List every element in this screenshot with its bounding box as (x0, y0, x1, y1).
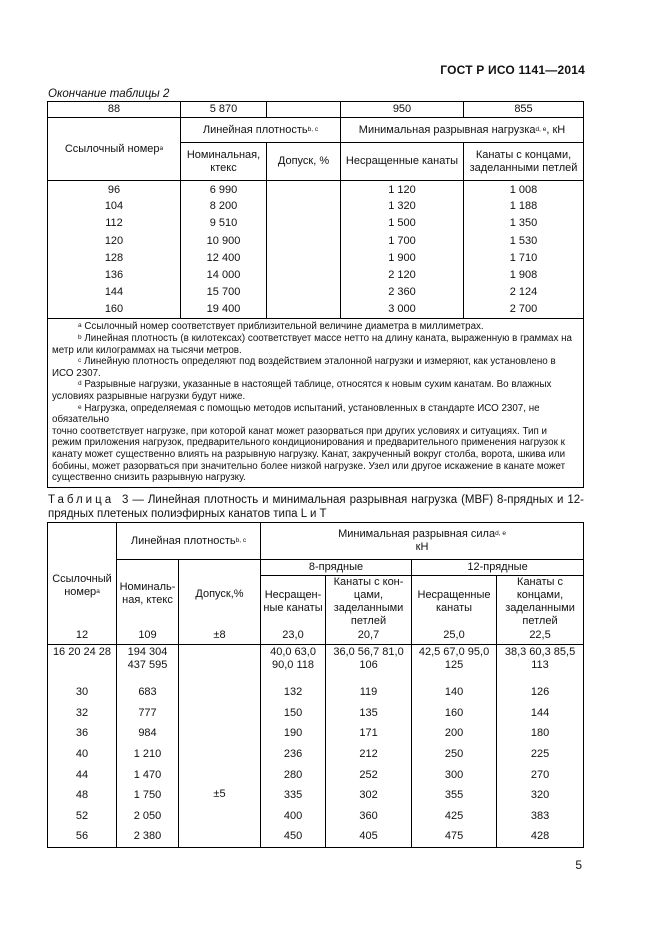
table-cell: 777 (117, 703, 179, 724)
table-row (48, 644, 584, 682)
table-cell: 144 (48, 284, 181, 301)
table-cell: 36,0 56,7 81,0 106 (326, 644, 412, 682)
strand-12-header: 12-прядные (412, 560, 584, 576)
table-cell: 119 (326, 682, 412, 703)
footnote: $^d$ Разрывные нагрузки, указанные в настоящей таблице, относятся к новым сухим канатам. Во влажных условиях разрывные нагрузки будут ниже. (52, 379, 552, 402)
table-cell: 1 710 (464, 250, 584, 267)
table-cell: 135 (326, 703, 412, 724)
footnote: $^b$ Линейная плотность (в килотексах) соответствует массе нетто на длину каната, выраженную в граммах на метр или килограммах на тысячи метров. (52, 332, 572, 356)
table-cell: 1 470 (117, 765, 179, 786)
table-cell: 160 (412, 703, 497, 724)
table-cell: 2 380 (117, 827, 179, 848)
table-cell: 405 (326, 827, 412, 848)
table-cell: 9 510 (181, 215, 267, 232)
table-cell: 20,7 (326, 628, 412, 644)
table-3 (47, 522, 584, 848)
table-cell (267, 102, 341, 118)
table-cell: 200 (412, 723, 497, 744)
table-cell: 40,0 63,0 90,0 118 (261, 644, 326, 682)
table-cell: 136 (48, 267, 181, 284)
table-row (48, 198, 584, 215)
table-cell: 1 008 (464, 181, 584, 198)
table-cell: 10 900 (181, 232, 267, 249)
table-cell: 132 (261, 682, 326, 703)
table-header-row (48, 118, 584, 143)
table-cell: 252 (326, 765, 412, 786)
table-3-caption: Таблица 3 — Линейная плотность и минимальная разрывная нагрузка (MBF) 8-прядных и 12-прядных плетеных полиэфирных канатов типа L и T (48, 494, 584, 520)
table-cell: 22,5 (497, 628, 584, 644)
table-cell: 1 900 (341, 250, 464, 267)
table-cell: ±8 (179, 628, 261, 644)
table-cell: 23,0 (261, 628, 326, 644)
table-cell: 40 (48, 744, 117, 765)
table-cell: 48 (48, 785, 117, 806)
ref-number-header: Ссылочный номер$^a$ (48, 523, 117, 629)
table-cell (267, 232, 341, 249)
spliced-12-header: Канаты с концами, заделанными петлей (497, 576, 584, 629)
table-cell: 88 (48, 102, 181, 118)
table-cell: 104 (48, 198, 181, 215)
table-row (48, 703, 584, 724)
table-cell: 109 (117, 628, 179, 644)
table-cell: 1 350 (464, 215, 584, 232)
footnote: $^a$ Ссылочный номер соответствует приблизительной величине диаметра в миллиметрах. (78, 321, 484, 333)
table-cell: 128 (48, 250, 181, 267)
nominal-header: Номинальная, ктекс (181, 143, 267, 181)
table-cell: 16 20 24 28 (48, 644, 117, 682)
footnote: $^c$ Линейную плотность определяют под воздействием эталонной нагрузки и измеряют, как установлено в ИСО 2307. (52, 356, 556, 379)
unspliced-8-header: Несращен-ные канаты (261, 576, 326, 629)
table-cell: 236 (261, 744, 326, 765)
table-cell: 855 (464, 102, 584, 118)
table-cell: 194 304 437 595 (117, 644, 179, 682)
table-cell: 3 000 (341, 302, 464, 319)
table-cell (267, 198, 341, 215)
table-cell: 1 700 (341, 232, 464, 249)
table-cell (267, 302, 341, 319)
table-row (48, 284, 584, 301)
table-cell: 30 (48, 682, 117, 703)
table-cell: 320 (497, 785, 584, 806)
table-cell: 2 124 (464, 284, 584, 301)
table-cell: 12 (48, 628, 117, 644)
table-cell: 36 (48, 723, 117, 744)
table-row (48, 827, 584, 848)
table-cell: 270 (497, 765, 584, 786)
table-cell: 180 (497, 723, 584, 744)
table-cell: 2 120 (341, 267, 464, 284)
footnote: $^e$ Нагрузка, определяемая с помощью методов испытаний, установленных в стандарте ИСО 2307, не обязательно (52, 402, 540, 426)
table-cell: 425 (412, 806, 497, 827)
table-row (48, 250, 584, 267)
table-cell: 126 (497, 682, 584, 703)
table-cell: 52 (48, 806, 117, 827)
table-cell: 400 (261, 806, 326, 827)
table-row (48, 628, 584, 644)
table-cell: 32 (48, 703, 117, 724)
table-cell: 160 (48, 302, 181, 319)
unspliced-header: Несращенные канаты (341, 143, 464, 181)
breaking-force-header: Минимальная разрывная сила$^{d, e}$ кН (261, 523, 584, 560)
linear-density-header: Линейная плотность$^{b, c}$ (117, 523, 261, 560)
ref-number-header: Ссылочный номер$^a$ (48, 118, 181, 181)
table-cell: 190 (261, 723, 326, 744)
table-cell: 140 (412, 682, 497, 703)
table-cell (267, 284, 341, 301)
table-cell: 44 (48, 765, 117, 786)
table-cell: 2 360 (341, 284, 464, 301)
table-cell: 355 (412, 785, 497, 806)
table-cell: 5 870 (181, 102, 267, 118)
table-cell: 225 (497, 744, 584, 765)
table-cell: 25,0 (412, 628, 497, 644)
table-row (48, 215, 584, 232)
table-row (48, 785, 584, 806)
table-cell (267, 267, 341, 284)
table-cell: 96 (48, 181, 181, 198)
table-cell (267, 181, 341, 198)
table-cell: 12 400 (181, 250, 267, 267)
table-2-caption: Окончание таблицы 2 (48, 88, 170, 100)
table-cell: 302 (326, 785, 412, 806)
table-cell: 2 050 (117, 806, 179, 827)
table-cell: 950 (341, 102, 464, 118)
table-cell: 144 (497, 703, 584, 724)
table-cell: 1 530 (464, 232, 584, 249)
table-cell: 1 500 (341, 215, 464, 232)
table-cell (179, 644, 261, 682)
table-cell: 14 000 (181, 267, 267, 284)
table-2 (47, 101, 584, 488)
table-cell: 38,3 60,3 85,5 113 (497, 644, 584, 682)
table-cell: 120 (48, 232, 181, 249)
table-cell: 171 (326, 723, 412, 744)
table-cell: 250 (412, 744, 497, 765)
table-cell: 683 (117, 682, 179, 703)
table-cell: 1 120 (341, 181, 464, 198)
table-cell: 383 (497, 806, 584, 827)
table-header-row (48, 523, 584, 560)
table-cell: 1 908 (464, 267, 584, 284)
table-row (48, 682, 584, 703)
table-cell: 6 990 (181, 181, 267, 198)
table-cell: 15 700 (181, 284, 267, 301)
table-cell: 360 (326, 806, 412, 827)
table-cell (267, 215, 341, 232)
table-cell: 300 (412, 765, 497, 786)
document-standard-header: ГОСТ Р ИСО 1141—2014 (440, 63, 585, 77)
table-row (48, 806, 584, 827)
table-cell: 280 (261, 765, 326, 786)
table-row (48, 102, 584, 118)
footnote: точно соответствует нагрузке, при которой канат может разорваться при других условиях и ситуациях. Тип и режим приложения нагрузок, предварительного кондиционирования и предварительного применения нагрузок к канату может существенно влиять на разрывную нагрузку. Канат, закрученный вокруг столба, ворота, шкива или бобины, может разорваться при значительно более низкой нагрузке. Узел или другое искажение в канате может существенно снизить разрывную нагрузку. (52, 425, 566, 484)
table-row (48, 765, 584, 786)
spliced-8-header: Канаты с кон-цами, заделанными петлей (326, 576, 412, 629)
table-cell: 475 (412, 827, 497, 848)
table-row (48, 267, 584, 284)
table-cell: 42,5 67,0 95,0 125 (412, 644, 497, 682)
table-cell: 428 (497, 827, 584, 848)
table-cell: 2 700 (464, 302, 584, 319)
table-header-row (48, 560, 584, 576)
table-cell: 19 400 (181, 302, 267, 319)
table-cell: 8 200 (181, 198, 267, 215)
table-cell: 212 (326, 744, 412, 765)
table-cell: 335 (261, 785, 326, 806)
table-cell: 984 (117, 723, 179, 744)
table-2-footnotes (48, 319, 584, 487)
table-row (48, 232, 584, 249)
table-row (48, 302, 584, 319)
table-cell: 112 (48, 215, 181, 232)
table-cell: 1 750 (117, 785, 179, 806)
strand-8-header: 8-прядные (261, 560, 412, 576)
spliced-header: Канаты с концами, заделанными петлей (464, 143, 584, 181)
breaking-load-header: Минимальная разрывная нагрузка$^{d, e}$, кН (341, 118, 584, 143)
table-cell: 56 (48, 827, 117, 848)
tolerance-cell: ±5 (179, 682, 261, 848)
table-cell: 1 320 (341, 198, 464, 215)
table-cell: 1 188 (464, 198, 584, 215)
table-cell (267, 250, 341, 267)
unspliced-12-header: Несращенные канаты (412, 576, 497, 629)
nominal-header: Номиналь-ная, ктекс (117, 560, 179, 629)
page-number: 5 (575, 858, 582, 872)
table-row (48, 181, 584, 198)
table-row (48, 723, 584, 744)
table-row (48, 744, 584, 765)
tolerance-header: Допуск,% (179, 560, 261, 629)
linear-density-header: Линейная плотность$^{b, c}$ (181, 118, 341, 143)
tolerance-header: Допуск, % (267, 143, 341, 181)
table-cell: 150 (261, 703, 326, 724)
table-cell: 1 210 (117, 744, 179, 765)
table-cell: 450 (261, 827, 326, 848)
